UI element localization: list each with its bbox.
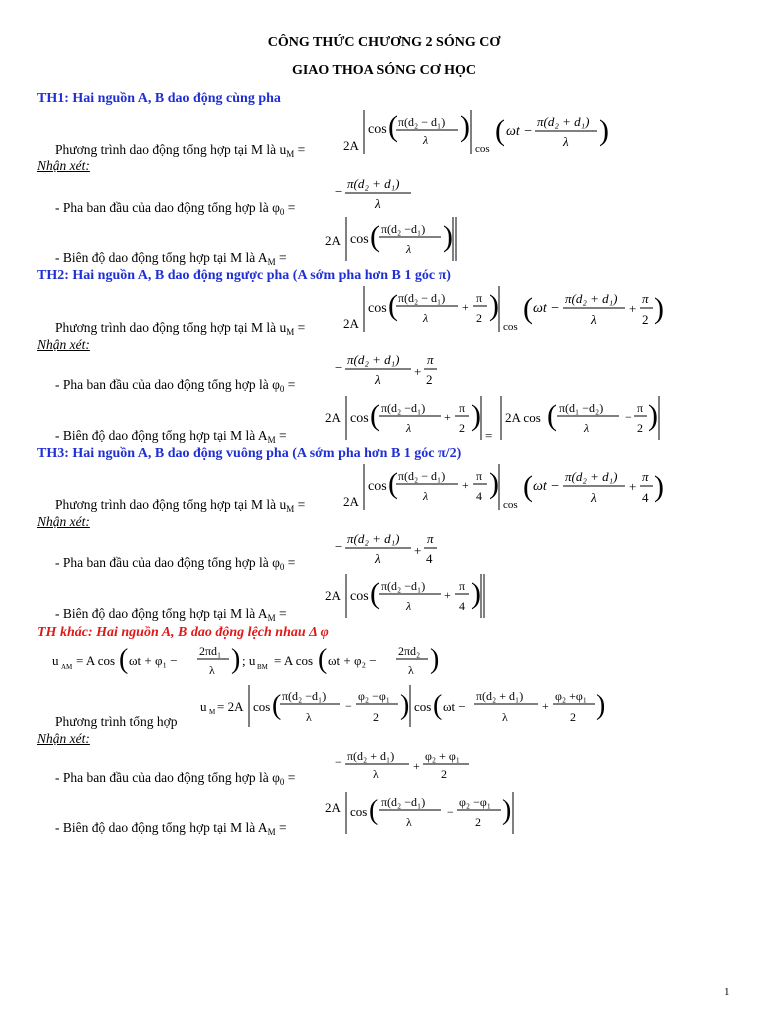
svg-text:−: − — [335, 360, 343, 375]
svg-text:2A: 2A — [325, 800, 341, 815]
case-4-equation-text: Phương trình tổng hợp — [55, 714, 178, 729]
case-4-amplitude-text: - Biên độ dao động tổng hợp tại M là $A_M$ = — [55, 820, 287, 837]
svg-text:π(d₂ −d₁): π(d₂ −d₁) — [282, 689, 327, 703]
case-4-source-waves-formula — [52, 641, 442, 683]
case-3-phase-text: - Pha ban đầu của dao động tổng hợp là $\varphi_0$ = — [55, 555, 296, 572]
svg-text:λ: λ — [306, 710, 312, 724]
svg-text:(: ( — [433, 690, 443, 721]
svg-text:): ) — [460, 110, 470, 143]
svg-text:= 2A: = 2A — [217, 699, 244, 714]
svg-text:): ) — [648, 399, 658, 432]
svg-text:φ₂ + φ₁: φ₂ + φ₁ — [425, 749, 460, 763]
svg-text:2A: 2A — [325, 588, 341, 603]
case-3-equation-formula — [343, 462, 663, 514]
svg-text:ωt −: ωt − — [533, 479, 560, 494]
svg-text:π(d₂ −d₁): π(d₂ −d₁) — [381, 795, 426, 809]
svg-text:2A: 2A — [343, 138, 359, 153]
case-1-heading: TH1: Hai nguồn A, B dao động cùng pha — [37, 91, 281, 106]
svg-text:λ: λ — [502, 710, 508, 724]
svg-text:AM: AM — [61, 663, 73, 671]
page-subtitle: GIAO THOA SÓNG CƠ HỌC — [291, 63, 477, 78]
case-2-amplitude-text: - Biên độ dao động tổng hợp tại M là $A_M$ = — [55, 428, 287, 445]
case-4-note-label: Nhận xét: — [37, 731, 90, 746]
svg-text:2: 2 — [441, 767, 447, 781]
svg-text:2πd₂: 2πd₂ — [398, 644, 421, 658]
svg-text:π: π — [637, 401, 644, 415]
case-1-amplitude-text: - Biên độ dao động tổng hợp tại M là $A_M$ = — [55, 250, 287, 267]
svg-text:2A: 2A — [325, 410, 341, 425]
case-4-heading: TH khác: Hai nguồn A, B dao động lệch nhau Δ φ — [37, 625, 329, 640]
svg-text:ωt + φ₁ −: ωt + φ₁ − — [129, 653, 178, 668]
svg-text:φ₂ −φ₁: φ₂ −φ₁ — [358, 689, 390, 703]
svg-text:π: π — [427, 531, 434, 546]
svg-text:ωt −: ωt − — [443, 699, 466, 714]
svg-text:cos: cos — [350, 589, 369, 604]
svg-text:ωt −: ωt − — [506, 124, 533, 139]
case-2-phase-formula — [335, 350, 445, 394]
svg-text:π: π — [459, 579, 466, 593]
svg-text:π(d₂ + d₁): π(d₂ + d₁) — [565, 469, 618, 484]
svg-text:+: + — [444, 588, 451, 602]
svg-text:λ: λ — [209, 663, 215, 677]
page-title: CÔNG THỨC CHƯƠNG 2 SÓNG CƠ — [267, 35, 501, 50]
svg-text:(: ( — [272, 690, 282, 721]
svg-text:2: 2 — [570, 710, 576, 724]
svg-text:ωt + φ₂ −: ωt + φ₂ − — [328, 653, 377, 668]
svg-text:cos: cos — [253, 699, 271, 714]
svg-text:λ: λ — [375, 196, 381, 211]
svg-text:λ: λ — [591, 490, 597, 505]
svg-text:λ: λ — [563, 134, 569, 149]
svg-text:u: u — [52, 653, 59, 668]
svg-text:(: ( — [495, 114, 505, 147]
svg-text:π(d₂ + d₁): π(d₂ + d₁) — [565, 291, 618, 306]
svg-text:+: + — [462, 300, 469, 314]
svg-text:(: ( — [523, 470, 533, 503]
svg-text:2: 2 — [373, 710, 379, 724]
svg-text:=: = — [485, 428, 493, 443]
svg-text:(: ( — [369, 795, 379, 826]
svg-text:λ: λ — [423, 133, 429, 147]
svg-text:cos: cos — [414, 699, 432, 714]
svg-text:(: ( — [388, 110, 398, 143]
svg-text:φ₂ −φ₁: φ₂ −φ₁ — [459, 795, 491, 809]
case-1-equation-text: Phương trình dao động tổng hợp tại M là $u_M$ = — [55, 142, 306, 159]
case-3-phase-formula — [335, 529, 445, 573]
svg-text:λ: λ — [375, 551, 381, 566]
svg-text:2: 2 — [476, 311, 482, 325]
svg-text:π: π — [427, 352, 434, 367]
case-3-amplitude-text: - Biên độ dao động tổng hợp tại M là $A_M$ = — [55, 606, 287, 623]
case-1-note-label: Nhận xét: — [37, 158, 90, 173]
svg-text:cos: cos — [503, 499, 518, 511]
svg-text:(: ( — [370, 220, 380, 253]
svg-text:π(d₂ + d₁): π(d₂ + d₁) — [347, 352, 400, 367]
svg-text:2A: 2A — [325, 233, 341, 248]
case-2-equation-text: Phương trình dao động tổng hợp tại M là $u_M$ = — [55, 320, 306, 337]
case-3-equation-text: Phương trình dao động tổng hợp tại M là $u_M$ = — [55, 497, 306, 514]
svg-text:cos: cos — [350, 804, 368, 819]
svg-text:): ) — [599, 114, 609, 147]
svg-text:cos: cos — [350, 232, 369, 247]
svg-text:−: − — [335, 755, 342, 769]
svg-text:BM: BM — [257, 663, 268, 671]
svg-text:−: − — [447, 805, 454, 819]
svg-text:π(d₂ + d₁): π(d₂ + d₁) — [347, 176, 400, 191]
svg-text:cos: cos — [368, 479, 387, 494]
svg-text:cos: cos — [503, 321, 518, 333]
svg-text:): ) — [502, 795, 512, 826]
svg-text:2A: 2A — [343, 494, 359, 509]
svg-text:λ: λ — [406, 421, 412, 435]
case-1-equation-formula — [343, 108, 613, 158]
svg-text:π: π — [476, 469, 483, 483]
case-3-note-label: Nhận xét: — [37, 514, 90, 529]
svg-text:π(d₁ −d₂): π(d₁ −d₂) — [559, 401, 604, 415]
svg-text:−: − — [345, 699, 352, 713]
svg-text:λ: λ — [373, 767, 379, 781]
svg-text:2A cos: 2A cos — [505, 410, 541, 425]
svg-text:= A cos: = A cos — [274, 653, 314, 668]
svg-text:): ) — [596, 690, 606, 721]
case-1-amplitude-formula — [325, 215, 465, 265]
svg-text:4: 4 — [459, 599, 465, 613]
svg-text:λ: λ — [591, 312, 597, 327]
case-2-amplitude-formula — [325, 394, 665, 444]
case-2-heading: TH2: Hai nguồn A, B dao động ngược pha (A sớm pha hơn B 1 góc π) — [37, 268, 451, 283]
svg-text:u: u — [200, 699, 207, 714]
svg-text:): ) — [443, 220, 453, 253]
svg-text:π: π — [642, 291, 649, 306]
case-2-phase-text: - Pha ban đầu của dao động tổng hợp là $\varphi_0$ = — [55, 377, 296, 394]
svg-text:λ: λ — [408, 663, 414, 677]
svg-text:= A cos: = A cos — [76, 653, 116, 668]
svg-text:π(d₂ − d₁): π(d₂ − d₁) — [398, 115, 446, 129]
svg-text:+: + — [629, 301, 637, 316]
svg-text:): ) — [471, 577, 481, 610]
svg-text:): ) — [489, 467, 499, 500]
svg-text:π: π — [459, 401, 466, 415]
svg-text:; u: ; u — [242, 653, 256, 668]
svg-text:M: M — [209, 708, 216, 716]
case-2-equation-formula — [343, 284, 663, 336]
svg-text:π(d₂ −d₁): π(d₂ −d₁) — [381, 401, 426, 415]
svg-text:2A: 2A — [343, 316, 359, 331]
svg-text:2: 2 — [426, 372, 433, 387]
svg-text:(: ( — [388, 467, 398, 500]
svg-text:+: + — [444, 410, 451, 424]
svg-text:4: 4 — [642, 490, 649, 505]
case-4-equation-formula — [200, 683, 610, 729]
svg-text:λ: λ — [423, 489, 429, 503]
svg-text:π: π — [642, 469, 649, 484]
svg-text:π(d₂ + d₁): π(d₂ + d₁) — [347, 749, 395, 763]
svg-text:λ: λ — [423, 311, 429, 325]
svg-text:π: π — [476, 291, 483, 305]
svg-text:−: − — [625, 410, 632, 424]
case-3-amplitude-formula — [325, 572, 495, 622]
svg-text:ωt −: ωt − — [533, 301, 560, 316]
svg-text:): ) — [231, 644, 241, 675]
svg-text:λ: λ — [406, 242, 412, 256]
svg-text:λ: λ — [584, 421, 590, 435]
svg-text:(: ( — [119, 644, 129, 675]
svg-text:+: + — [629, 479, 637, 494]
svg-text:2πd₁: 2πd₁ — [199, 644, 222, 658]
svg-text:2: 2 — [642, 312, 649, 327]
svg-text:cos: cos — [350, 411, 369, 426]
svg-text:(: ( — [318, 644, 328, 675]
svg-text:): ) — [430, 644, 440, 675]
case-2-note-label: Nhận xét: — [37, 337, 90, 352]
svg-text:λ: λ — [375, 372, 381, 387]
svg-text:+: + — [414, 364, 422, 379]
case-3-heading: TH3: Hai nguồn A, B dao động vuông pha (A sớm pha hơn B 1 góc π/2) — [37, 446, 462, 461]
svg-text:2: 2 — [475, 815, 481, 829]
svg-text:+: + — [414, 543, 422, 558]
svg-text:cos: cos — [368, 122, 387, 137]
svg-text:λ: λ — [406, 599, 412, 613]
svg-text:): ) — [654, 292, 664, 325]
svg-text:π(d₂ −d₁): π(d₂ −d₁) — [381, 579, 426, 593]
case-1-phase-formula — [335, 174, 425, 214]
svg-text:): ) — [654, 470, 664, 503]
svg-text:(: ( — [547, 399, 557, 432]
svg-text:(: ( — [388, 289, 398, 322]
svg-text:4: 4 — [426, 551, 433, 566]
svg-text:+: + — [462, 478, 469, 492]
page-number: 1 — [724, 986, 730, 998]
svg-text:−: − — [335, 539, 343, 554]
svg-text:2: 2 — [637, 421, 643, 435]
svg-text:(: ( — [523, 292, 533, 325]
svg-text:π(d₂ − d₁): π(d₂ − d₁) — [398, 291, 446, 305]
svg-text:−: − — [335, 184, 343, 199]
case-4-phase-formula — [335, 748, 475, 788]
svg-text:(: ( — [370, 399, 380, 432]
svg-text:(: ( — [370, 577, 380, 610]
svg-text:): ) — [471, 399, 481, 432]
svg-text:φ₂ +φ₁: φ₂ +φ₁ — [555, 689, 587, 703]
svg-text:): ) — [489, 289, 499, 322]
svg-text:π(d₂ −d₁): π(d₂ −d₁) — [381, 222, 426, 236]
svg-text:): ) — [400, 690, 410, 721]
svg-text:π(d₂ + d₁): π(d₂ + d₁) — [347, 531, 400, 546]
svg-text:4: 4 — [476, 489, 482, 503]
svg-text:+: + — [413, 759, 420, 773]
svg-text:+: + — [542, 699, 549, 713]
svg-text:π(d₂ − d₁): π(d₂ − d₁) — [398, 469, 446, 483]
svg-text:π(d₂ + d₁): π(d₂ + d₁) — [476, 689, 524, 703]
svg-text:π(d₂ + d₁): π(d₂ + d₁) — [537, 114, 590, 129]
svg-text:cos: cos — [475, 143, 490, 155]
case-4-amplitude-formula — [325, 790, 515, 836]
svg-text:2: 2 — [459, 421, 465, 435]
svg-text:λ: λ — [406, 815, 412, 829]
case-4-phase-text: - Pha ban đầu của dao động tổng hợp là $\varphi_0$ = — [55, 770, 296, 787]
case-1-phase-text: - Pha ban đầu của dao động tổng hợp là $\varphi_0$ = — [55, 200, 296, 217]
svg-text:cos: cos — [368, 301, 387, 316]
